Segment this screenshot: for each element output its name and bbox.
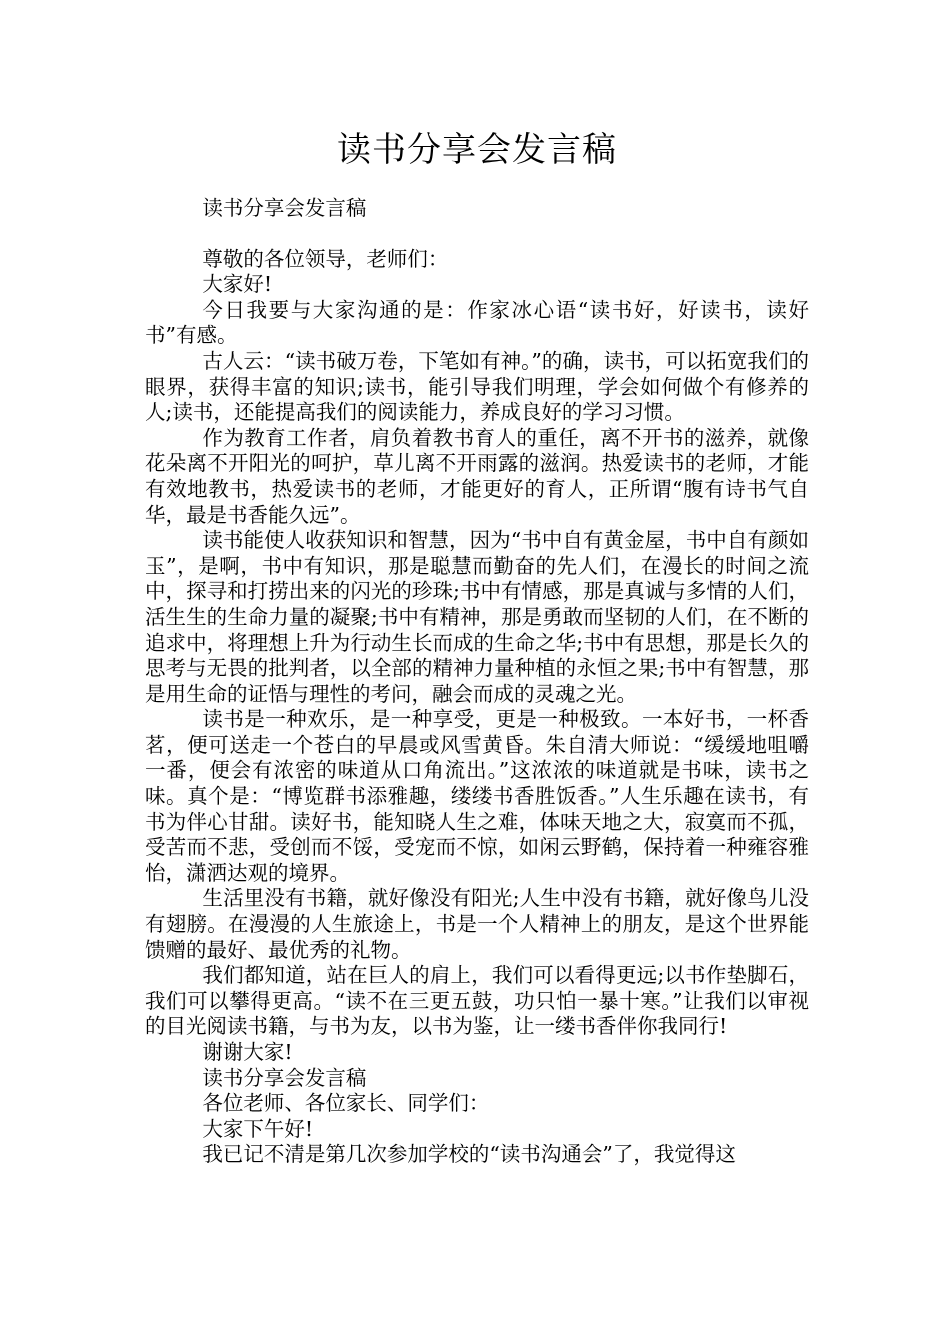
paragraph: 读书是一种欢乐，是一种享受，更是一种极致。一本好书，一杯香茗，便可送走一个苍白的早晨或风雪黄昏。朱自清大师说：“缓缓地咀嚼一番，便会有浓密的味道从口角流出。”这浓浓的味道就是书味，读书之味。真个是：“博览群书添雅趣，缕缕书香胜饭香。”人生乐趣在读书，有书为伴心甘甜。读好书，能知晓人生之难，体味天地之大，寂寞而不孤，受苦而不悲，受创而不馁，受宠而不惊，如闲云野鹤，保持着一种雍容雅怡，潇洒达观的境界。 [145,707,809,885]
paragraph-greeting: 大家好! [202,272,273,297]
paragraph: 生活里没有书籍，就好像没有阳光;人生中没有书籍，就好像鸟儿没有翅膀。在漫漫的人生旅途上，书是一个人精神上的朋友，是这个世界能馈赠的最好、最优秀的礼物。 [145,886,809,962]
paragraph: 作为教育工作者，肩负着教书育人的重任，离不开书的滋养，就像花朵离不开阳光的呵护，草儿离不开雨露的滋润。热爱读书的老师，才能有效地教书，热爱读书的老师，才能更好的育人，正所谓“腹有诗书气自华，最是书香能久远”。 [145,425,809,527]
paragraph-salutation: 尊敬的各位领导，老师们： [202,246,449,271]
paragraph: 我们都知道，站在巨人的肩上，我们可以看得更远;以书作垫脚石，我们可以攀得更高。“读不在三更五鼓，功只怕一暴十寒。”让我们以审视的目光阅读书籍，与书为友，以书为鉴，让一缕书香伴你我同行! [145,963,809,1039]
paragraph: 古人云：“读书破万卷，下笔如有神。”的确，读书，可以拓宽我们的眼界，获得丰富的知识;读书，能引导我们明理，学会如何做个有修养的人;读书，还能提高我们的阅读能力，养成良好的学习习惯。 [145,348,809,425]
document-title: 读书分享会发言稿 [337,130,617,170]
paragraph: 我已记不清是第几次参加学校的“读书沟通会”了，我觉得这 [202,1142,736,1167]
paragraph-thanks: 谢谢大家! [202,1040,293,1064]
paragraph: 读书能使人收获知识和智慧，因为“书中自有黄金屋，书中自有颜如玉”，是啊，书中有知识，那是聪慧而勤奋的先人们，在漫长的时间之流中，探寻和打捞出来的闪光的珍珠;书中有情感，那是真诚与多情的人们，活生生的生命力量的凝聚;书中有精神，那是勇敢而坚韧的人们，在不断的追求中，将理想上升为行动生长而成的生命之华;书中有思想，那是长久的思考与无畏的批判者，以全部的精神力量种植的永恒之果;书中有智慧，那是用生命的证悟与理性的考问，融会而成的灵魂之光。 [145,528,809,706]
paragraph: 今日我要与大家沟通的是：作家冰心语“读书好，好读书，读好书”有感。 [145,297,809,348]
paragraph-second-title: 读书分享会发言稿 [202,1065,367,1090]
document-body [145,196,809,1168]
paragraph-second-salutation: 各位老师、各位家长、同学们： [202,1091,490,1116]
paragraph-subtitle: 读书分享会发言稿 [202,196,367,220]
paragraph-second-greeting: 大家下午好! [202,1116,314,1141]
